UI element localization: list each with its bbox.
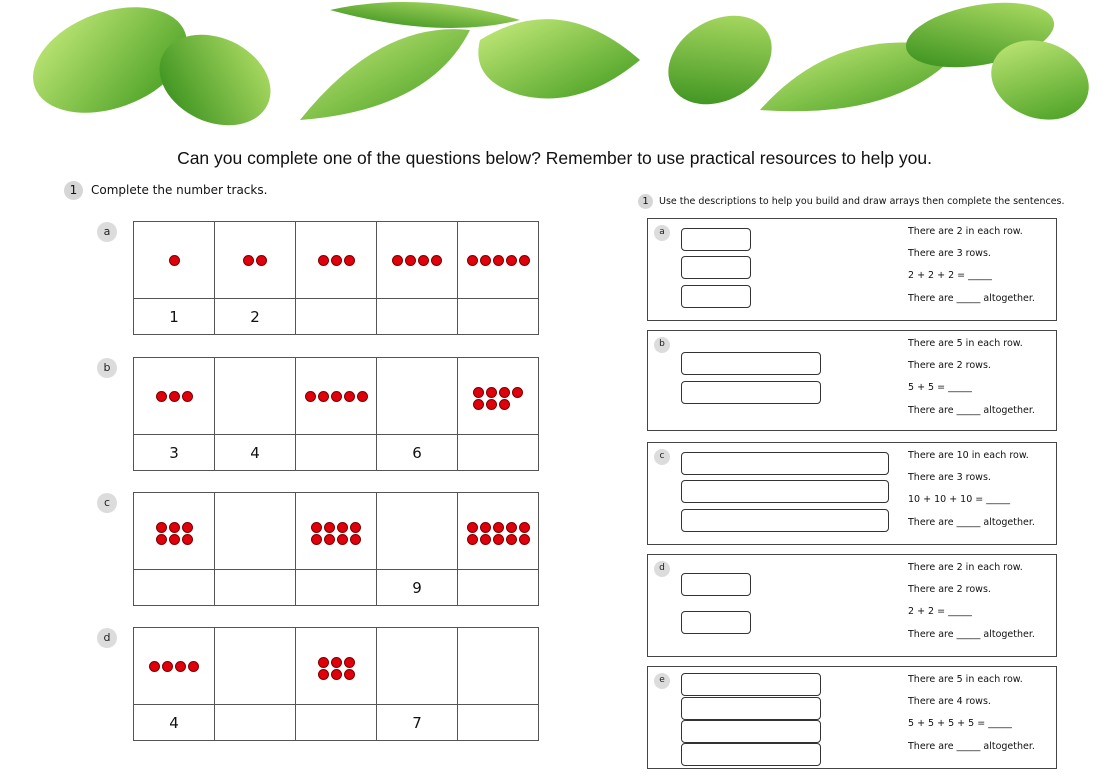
red-counter-dot [337,522,348,533]
array-row-box[interactable] [681,228,751,251]
description-sentence: There are 4 rows. [908,696,991,707]
array-row-box[interactable] [681,381,821,404]
leaf-icon [18,0,1100,135]
red-counter-dot [318,255,329,266]
array-row-box[interactable] [681,256,751,279]
red-counter-dot [350,522,361,533]
red-counter-dot [175,661,186,672]
array-letter-badge: e [654,673,670,689]
red-counter-dot [467,522,478,533]
number-cell[interactable] [458,435,539,471]
description-sentence: There are 2 in each row. [908,562,1023,573]
number-cell[interactable] [215,705,296,741]
red-counter-dot [506,255,517,266]
description-sentence: There are 3 rows. [908,472,991,483]
number-cell[interactable]: 4 [134,705,215,741]
red-counter-dot [169,534,180,545]
array-row-box[interactable] [681,697,821,720]
red-counter-dot [506,522,517,533]
number-cell[interactable] [458,705,539,741]
red-counter-dot [169,391,180,402]
array-row-box[interactable] [681,452,889,475]
array-question-box [647,218,1057,321]
description-sentence: There are 10 in each row. [908,450,1029,461]
number-cell[interactable] [296,705,377,741]
red-counter-dot [324,522,335,533]
right-question-heading [638,194,1065,209]
dot-cell [134,358,215,435]
array-row-box[interactable] [681,743,821,766]
number-cell[interactable] [134,570,215,606]
number-cell[interactable]: 9 [377,570,458,606]
red-counter-dot [162,661,173,672]
array-row-box[interactable] [681,573,751,596]
red-counter-dot [337,534,348,545]
counter-group [318,255,355,266]
red-counter-dot [392,255,403,266]
red-counter-dot [467,255,478,266]
addition-sentence[interactable]: 5 + 5 = _____ [908,382,972,393]
red-counter-dot [418,255,429,266]
description-sentence: There are 5 in each row. [908,674,1023,685]
number-cell[interactable] [296,435,377,471]
red-counter-dot [480,255,491,266]
red-counter-dot [318,657,329,668]
red-counter-dot [480,522,491,533]
question-number-badge: 1 [638,194,653,209]
red-counter-dot [405,255,416,266]
addition-sentence[interactable]: 5 + 5 + 5 + 5 = _____ [908,718,1012,729]
number-cell[interactable]: 7 [377,705,458,741]
red-counter-dot [318,391,329,402]
red-counter-dot [519,255,530,266]
red-counter-dot [182,534,193,545]
left-question-text: Complete the number tracks. [91,183,268,197]
red-counter-dot [486,387,497,398]
red-counter-dot [344,669,355,680]
array-letter-badge: b [654,337,670,353]
red-counter-dot [493,255,504,266]
array-letter-badge: a [654,225,670,241]
red-counter-dot [512,387,523,398]
red-counter-dot [519,522,530,533]
counter-group [169,255,180,266]
number-cell[interactable] [458,570,539,606]
red-counter-dot [156,522,167,533]
red-counter-dot [486,399,497,410]
array-row-box[interactable] [681,509,889,532]
dot-cell [377,493,458,570]
counter-group [156,391,193,402]
addition-sentence[interactable]: 2 + 2 = _____ [908,606,972,617]
dot-cell [296,222,377,299]
array-question-box [647,554,1057,657]
number-cell[interactable]: 3 [134,435,215,471]
page-instruction: Can you complete one of the questions below? Remember to use practical resources to help you. [177,148,932,168]
red-counter-dot [324,534,335,545]
question-number-badge: 1 [64,181,83,200]
red-counter-dot [331,255,342,266]
addition-sentence[interactable]: 10 + 10 + 10 = _____ [908,494,1011,505]
red-counter-dot [331,669,342,680]
altogether-sentence[interactable]: There are _____ altogether. [908,517,1035,528]
dot-cell [134,628,215,705]
array-question-box [647,330,1057,431]
counter-group [318,657,355,680]
red-counter-dot [493,534,504,545]
number-track [133,627,539,741]
red-counter-dot [182,522,193,533]
counter-group [473,387,523,410]
counter-group [392,255,442,266]
red-counter-dot [182,391,193,402]
dot-cell [134,222,215,299]
altogether-sentence[interactable]: There are _____ altogether. [908,293,1035,304]
red-counter-dot [344,391,355,402]
red-counter-dot [305,391,316,402]
dot-cell [215,358,296,435]
description-sentence: There are 3 rows. [908,248,991,259]
array-row-box[interactable] [681,285,751,308]
dot-cell [134,493,215,570]
leaf-banner [0,0,1109,135]
red-counter-dot [243,255,254,266]
red-counter-dot [311,522,322,533]
red-counter-dot [331,391,342,402]
number-track [133,492,539,606]
red-counter-dot [506,534,517,545]
dot-cell [215,493,296,570]
number-track [133,357,539,471]
number-cell[interactable] [215,570,296,606]
counter-group [467,255,530,266]
red-counter-dot [499,387,510,398]
left-question-heading [64,181,267,200]
red-counter-dot [473,387,484,398]
dot-cell [377,628,458,705]
red-counter-dot [473,399,484,410]
counter-group [311,522,361,545]
number-cell[interactable] [458,299,539,335]
red-counter-dot [169,255,180,266]
track-letter-badge: a [97,222,117,242]
red-counter-dot [357,391,368,402]
red-counter-dot [318,669,329,680]
track-letter-badge: b [97,358,117,378]
number-cell[interactable]: 6 [377,435,458,471]
description-sentence: There are 2 in each row. [908,226,1023,237]
dot-cell [296,493,377,570]
number-cell[interactable]: 1 [134,299,215,335]
array-letter-badge: c [654,449,670,465]
number-track [133,221,539,335]
dot-cell [458,628,539,705]
description-sentence: There are 2 rows. [908,360,991,371]
counter-group [305,391,368,402]
array-row-box[interactable] [681,352,821,375]
dot-cell [458,222,539,299]
array-letter-badge: d [654,561,670,577]
number-cell[interactable] [296,570,377,606]
track-letter-badge: c [97,493,117,513]
dot-cell [377,358,458,435]
right-question-text: Use the descriptions to help you build and draw arrays then complete the sentences. [659,196,1065,207]
altogether-sentence[interactable]: There are _____ altogether. [908,629,1035,640]
red-counter-dot [493,522,504,533]
counter-group [243,255,267,266]
array-question-box [647,442,1057,545]
red-counter-dot [311,534,322,545]
counter-group [156,522,193,545]
dot-cell [458,358,539,435]
red-counter-dot [156,391,167,402]
dot-cell [215,628,296,705]
red-counter-dot [350,534,361,545]
counter-group [467,522,530,545]
red-counter-dot [331,657,342,668]
number-cell[interactable]: 2 [215,299,296,335]
red-counter-dot [499,399,510,410]
red-counter-dot [149,661,160,672]
dot-cell [215,222,296,299]
array-row-box[interactable] [681,720,821,743]
number-cell[interactable] [296,299,377,335]
red-counter-dot [431,255,442,266]
number-cell[interactable] [377,299,458,335]
array-row-box[interactable] [681,480,889,503]
dot-cell [377,222,458,299]
dot-cell [296,628,377,705]
addition-sentence[interactable]: 2 + 2 + 2 = _____ [908,270,992,281]
red-counter-dot [467,534,478,545]
dot-cell [296,358,377,435]
red-counter-dot [188,661,199,672]
red-counter-dot [519,534,530,545]
red-counter-dot [156,534,167,545]
counter-group [149,661,199,672]
track-letter-badge: d [97,628,117,648]
altogether-sentence[interactable]: There are _____ altogether. [908,741,1035,752]
altogether-sentence[interactable]: There are _____ altogether. [908,405,1035,416]
array-row-box[interactable] [681,673,821,696]
red-counter-dot [480,534,491,545]
red-counter-dot [256,255,267,266]
number-cell[interactable]: 4 [215,435,296,471]
array-row-box[interactable] [681,611,751,634]
red-counter-dot [344,255,355,266]
red-counter-dot [344,657,355,668]
description-sentence: There are 2 rows. [908,584,991,595]
dot-cell [458,493,539,570]
red-counter-dot [169,522,180,533]
description-sentence: There are 5 in each row. [908,338,1023,349]
array-question-box [647,666,1057,769]
